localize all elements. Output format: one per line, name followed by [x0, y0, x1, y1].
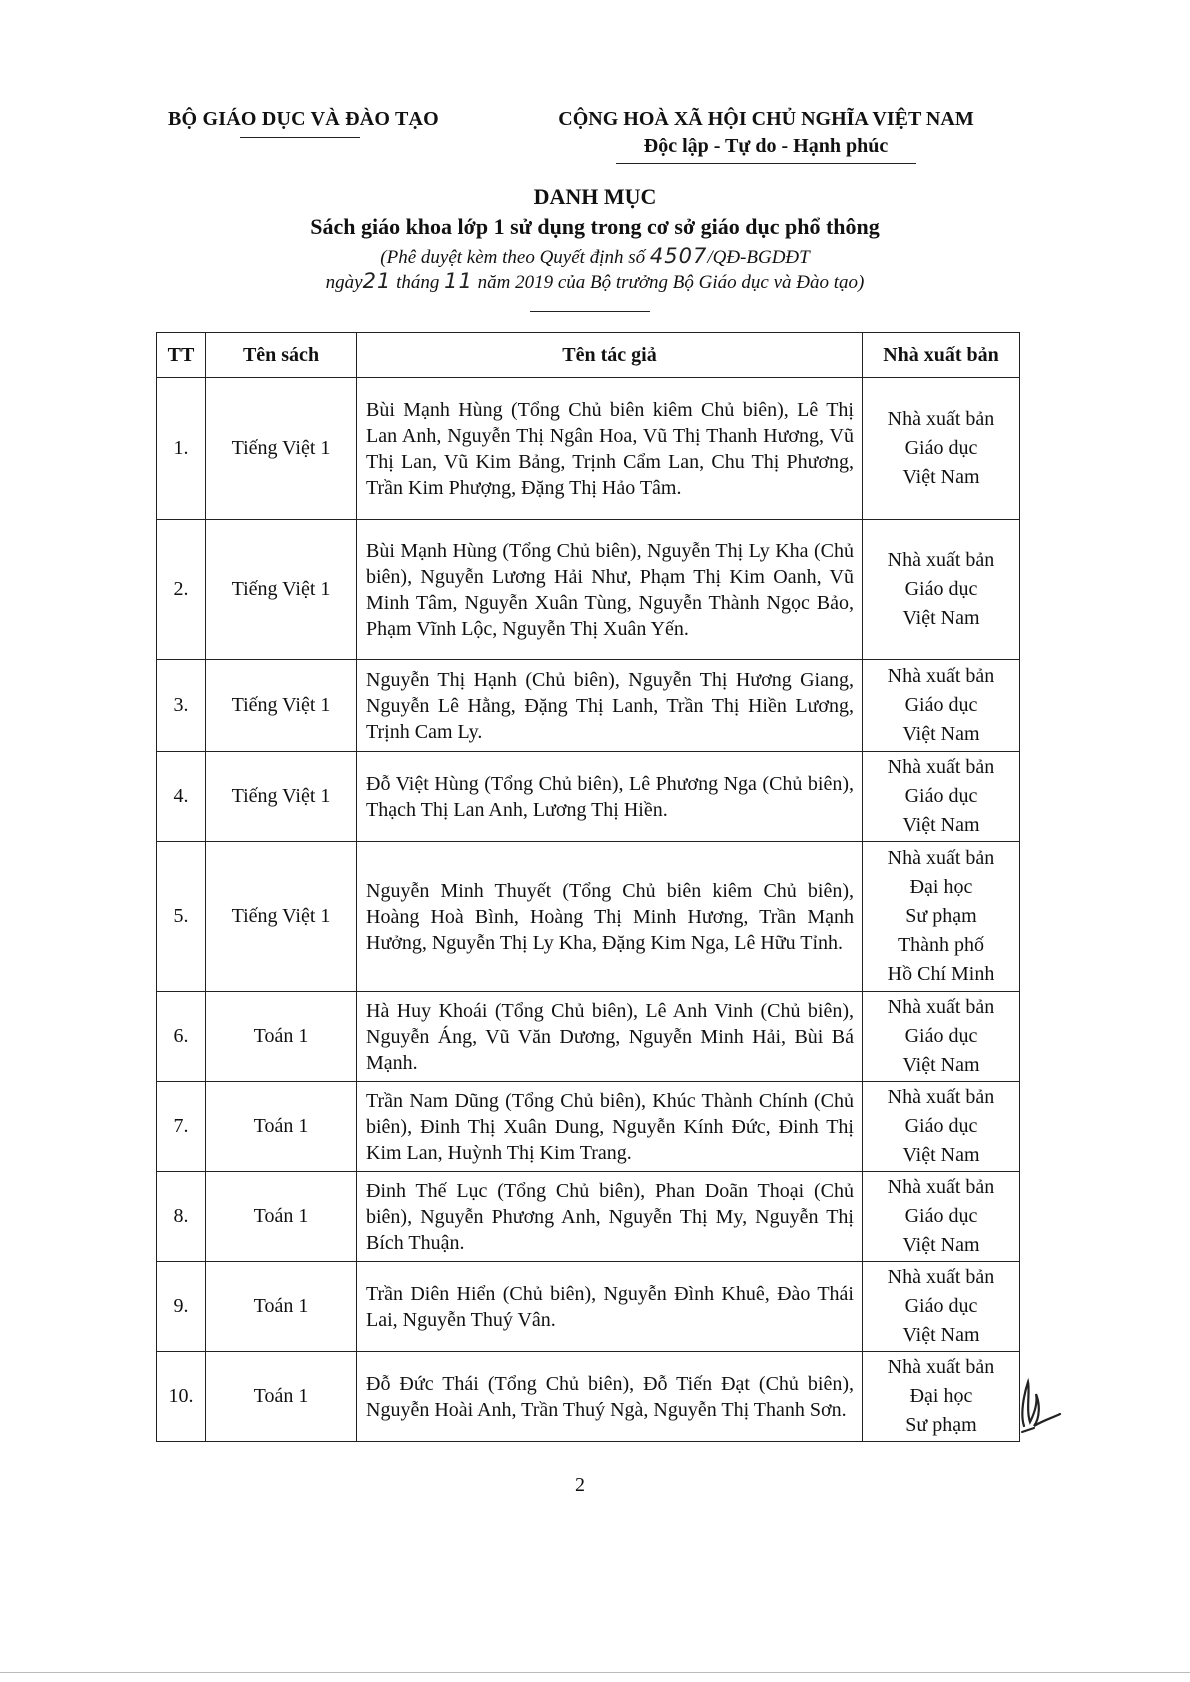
publisher-line: Việt Nam — [902, 1234, 980, 1256]
book-authors: Trần Diên Hiển (Chủ biên), Nguyễn Đình Khuê, Đào Thái Lai, Nguyễn Thuý Vân. — [357, 1262, 863, 1352]
publisher-line: Việt Nam — [902, 723, 980, 745]
publisher-line: Giáo dục — [904, 578, 978, 600]
signature-mark — [1014, 1374, 1068, 1436]
table-header-row — [157, 333, 1020, 378]
row-index: 8. — [157, 1172, 206, 1262]
book-name: Toán 1 — [206, 1082, 357, 1172]
book-authors: Trần Nam Dũng (Tổng Chủ biên), Khúc Thành Chính (Chủ biên), Đinh Thị Xuân Dung, Nguyễn Kính Đức, Đinh Thị Kim Lan, Huỳnh Thị Kim Trang. — [357, 1082, 863, 1172]
publisher-line: Việt Nam — [902, 814, 980, 836]
publisher-line: Nhà xuất bản — [887, 847, 995, 869]
publisher-line: Giáo dục — [904, 694, 978, 716]
book-name: Toán 1 — [206, 1172, 357, 1262]
row-index: 10. — [157, 1352, 206, 1442]
table-row — [157, 1262, 1020, 1352]
date-prefix: ngày — [325, 272, 363, 293]
book-name: Tiếng Việt 1 — [206, 378, 357, 520]
book-publisher — [863, 1262, 1020, 1352]
publisher-line: Nhà xuất bản — [887, 665, 995, 687]
publisher-line: Giáo dục — [904, 1295, 978, 1317]
publisher-line: Nhà xuất bản — [887, 1086, 995, 1108]
header-publisher: Nhà xuất bản — [863, 333, 1020, 378]
publisher-line: Sư phạm — [905, 1414, 977, 1436]
document-title-block — [200, 184, 990, 294]
publisher-line: Việt Nam — [902, 607, 980, 629]
publisher-line: Đại học — [909, 876, 973, 898]
header-tt: TT — [157, 333, 206, 378]
decision-number-handwritten: 4507 — [649, 244, 708, 268]
table-row — [157, 1172, 1020, 1262]
row-index: 4. — [157, 752, 206, 842]
row-index: 1. — [157, 378, 206, 520]
date-day-handwritten: 21 — [362, 269, 392, 293]
document-heading: DANH MỤC — [533, 184, 657, 209]
table-row — [157, 752, 1020, 842]
book-authors: Đinh Thế Lục (Tổng Chủ biên), Phan Doãn Thoại (Chủ biên), Nguyễn Phương Anh, Nguyễn Thị My, Nguyễn Thị Bích Thuận. — [357, 1172, 863, 1262]
publisher-line: Nhà xuất bản — [887, 1176, 995, 1198]
book-authors: Hà Huy Khoái (Tổng Chủ biên), Lê Anh Vinh (Chủ biên), Nguyễn Áng, Vũ Văn Dương, Nguyễn Minh Hải, Bùi Bá Mạnh. — [357, 992, 863, 1082]
book-name: Tiếng Việt 1 — [206, 752, 357, 842]
ministry-underline — [240, 137, 360, 138]
approval-prefix: (Phê duyệt kèm theo Quyết định số — [380, 247, 646, 268]
row-index: 9. — [157, 1262, 206, 1352]
scan-edge-line — [0, 1672, 1190, 1673]
row-index: 2. — [157, 520, 206, 660]
book-publisher — [863, 378, 1020, 520]
approval-suffix: /QĐ-BGDĐT — [707, 247, 810, 268]
approval-line — [200, 244, 990, 269]
book-authors: Đỗ Đức Thái (Tổng Chủ biên), Đỗ Tiến Đạt (Chủ biên), Nguyễn Hoài Anh, Trần Thuý Ngà, Nguyễn Thị Thanh Sơn. — [357, 1352, 863, 1442]
book-name: Tiếng Việt 1 — [206, 842, 357, 992]
publisher-line: Sư phạm — [905, 905, 977, 927]
book-authors: Nguyễn Thị Hạnh (Chủ biên), Nguyễn Thị Hương Giang, Nguyễn Lê Hằng, Đặng Thị Lanh, Trần Thị Hiền Lương, Trịnh Cam Ly. — [357, 660, 863, 752]
national-header — [530, 108, 1002, 158]
table-row — [157, 378, 1020, 520]
ministry-name: BỘ GIÁO DỤC VÀ ĐÀO TẠO — [168, 108, 439, 130]
publisher-line: Hồ Chí Minh — [887, 963, 995, 985]
row-index: 3. — [157, 660, 206, 752]
publisher-line: Giáo dục — [904, 785, 978, 807]
book-name: Tiếng Việt 1 — [206, 520, 357, 660]
country-name: CỘNG HOÀ XÃ HỘI CHỦ NGHĨA VIỆT NAM — [558, 108, 974, 130]
textbook-table — [156, 332, 1020, 1442]
date-month-label: tháng — [396, 272, 440, 293]
publisher-line: Việt Nam — [902, 1144, 980, 1166]
book-publisher — [863, 1352, 1020, 1442]
table-row — [157, 660, 1020, 752]
table-body — [157, 378, 1020, 1442]
table-row — [157, 520, 1020, 660]
date-suffix: năm 2019 của Bộ trưởng Bộ Giáo dục và Đào tạo) — [477, 272, 865, 293]
publisher-line: Nhà xuất bản — [887, 549, 995, 571]
publisher-line: Đại học — [909, 1385, 973, 1407]
motto-underline — [616, 163, 916, 164]
page-number: 2 — [575, 1474, 585, 1496]
publisher-line: Giáo dục — [904, 1115, 978, 1137]
date-month-handwritten: 11 — [444, 269, 473, 293]
date-line — [200, 269, 990, 294]
book-publisher — [863, 1082, 1020, 1172]
book-publisher — [863, 520, 1020, 660]
title-underline — [530, 311, 650, 312]
publisher-line: Nhà xuất bản — [887, 1356, 995, 1378]
book-name: Tiếng Việt 1 — [206, 660, 357, 752]
publisher-line: Nhà xuất bản — [887, 996, 995, 1018]
publisher-line: Nhà xuất bản — [887, 1266, 995, 1288]
table-row — [157, 1352, 1020, 1442]
publisher-line: Giáo dục — [904, 1025, 978, 1047]
table-row — [157, 842, 1020, 992]
book-publisher — [863, 1172, 1020, 1262]
book-name: Toán 1 — [206, 1262, 357, 1352]
table-row — [157, 992, 1020, 1082]
row-index: 7. — [157, 1082, 206, 1172]
publisher-line: Thành phố — [897, 934, 985, 956]
book-publisher — [863, 752, 1020, 842]
national-motto: Độc lập - Tự do - Hạnh phúc — [643, 135, 889, 157]
book-publisher — [863, 660, 1020, 752]
document-subheading: Sách giáo khoa lớp 1 sử dụng trong cơ sở giáo dục phổ thông — [310, 214, 880, 239]
book-authors: Nguyễn Minh Thuyết (Tổng Chủ biên kiêm Chủ biên), Hoàng Hoà Bình, Hoàng Thị Minh Hương, Trần Mạnh Hưởng, Nguyễn Thị Ly Kha, Đặng Kim Nga, Lê Hữu Tỉnh. — [357, 842, 863, 992]
signature — [1014, 1374, 1068, 1441]
book-authors: Bùi Mạnh Hùng (Tổng Chủ biên), Nguyễn Thị Ly Kha (Chủ biên), Nguyễn Lương Hải Như, Phạm Thị Kim Oanh, Vũ Minh Tâm, Nguyễn Xuân Tùng, Nguyễn Thành Ngọc Bảo, Phạm Vĩnh Lộc, Nguyễn Thị Xuân Yến. — [357, 520, 863, 660]
book-name: Toán 1 — [206, 1352, 357, 1442]
publisher-line: Nhà xuất bản — [887, 408, 995, 430]
publisher-line: Nhà xuất bản — [887, 756, 995, 778]
publisher-line: Giáo dục — [904, 437, 978, 459]
book-authors: Bùi Mạnh Hùng (Tổng Chủ biên kiêm Chủ biên), Lê Thị Lan Anh, Nguyễn Thị Ngân Hoa, Vũ Thị Thanh Hương, Vũ Thị Lan, Vũ Kim Bảng, Trịnh Cẩm Lan, Chu Thị Phương, Trần Kim Phượng, Đặng Thị Hảo Tâm. — [357, 378, 863, 520]
header-book-name: Tên sách — [206, 333, 357, 378]
row-index: 6. — [157, 992, 206, 1082]
publisher-line: Giáo dục — [904, 1205, 978, 1227]
header-authors: Tên tác giả — [357, 333, 863, 378]
book-name: Toán 1 — [206, 992, 357, 1082]
row-index: 5. — [157, 842, 206, 992]
publisher-line: Việt Nam — [902, 466, 980, 488]
book-publisher — [863, 992, 1020, 1082]
publisher-line: Việt Nam — [902, 1054, 980, 1076]
book-authors: Đỗ Việt Hùng (Tổng Chủ biên), Lê Phương Nga (Chủ biên), Thạch Thị Lan Anh, Lương Thị Hiền. — [357, 752, 863, 842]
publisher-line: Việt Nam — [902, 1324, 980, 1346]
table-row — [157, 1082, 1020, 1172]
book-publisher — [863, 842, 1020, 992]
